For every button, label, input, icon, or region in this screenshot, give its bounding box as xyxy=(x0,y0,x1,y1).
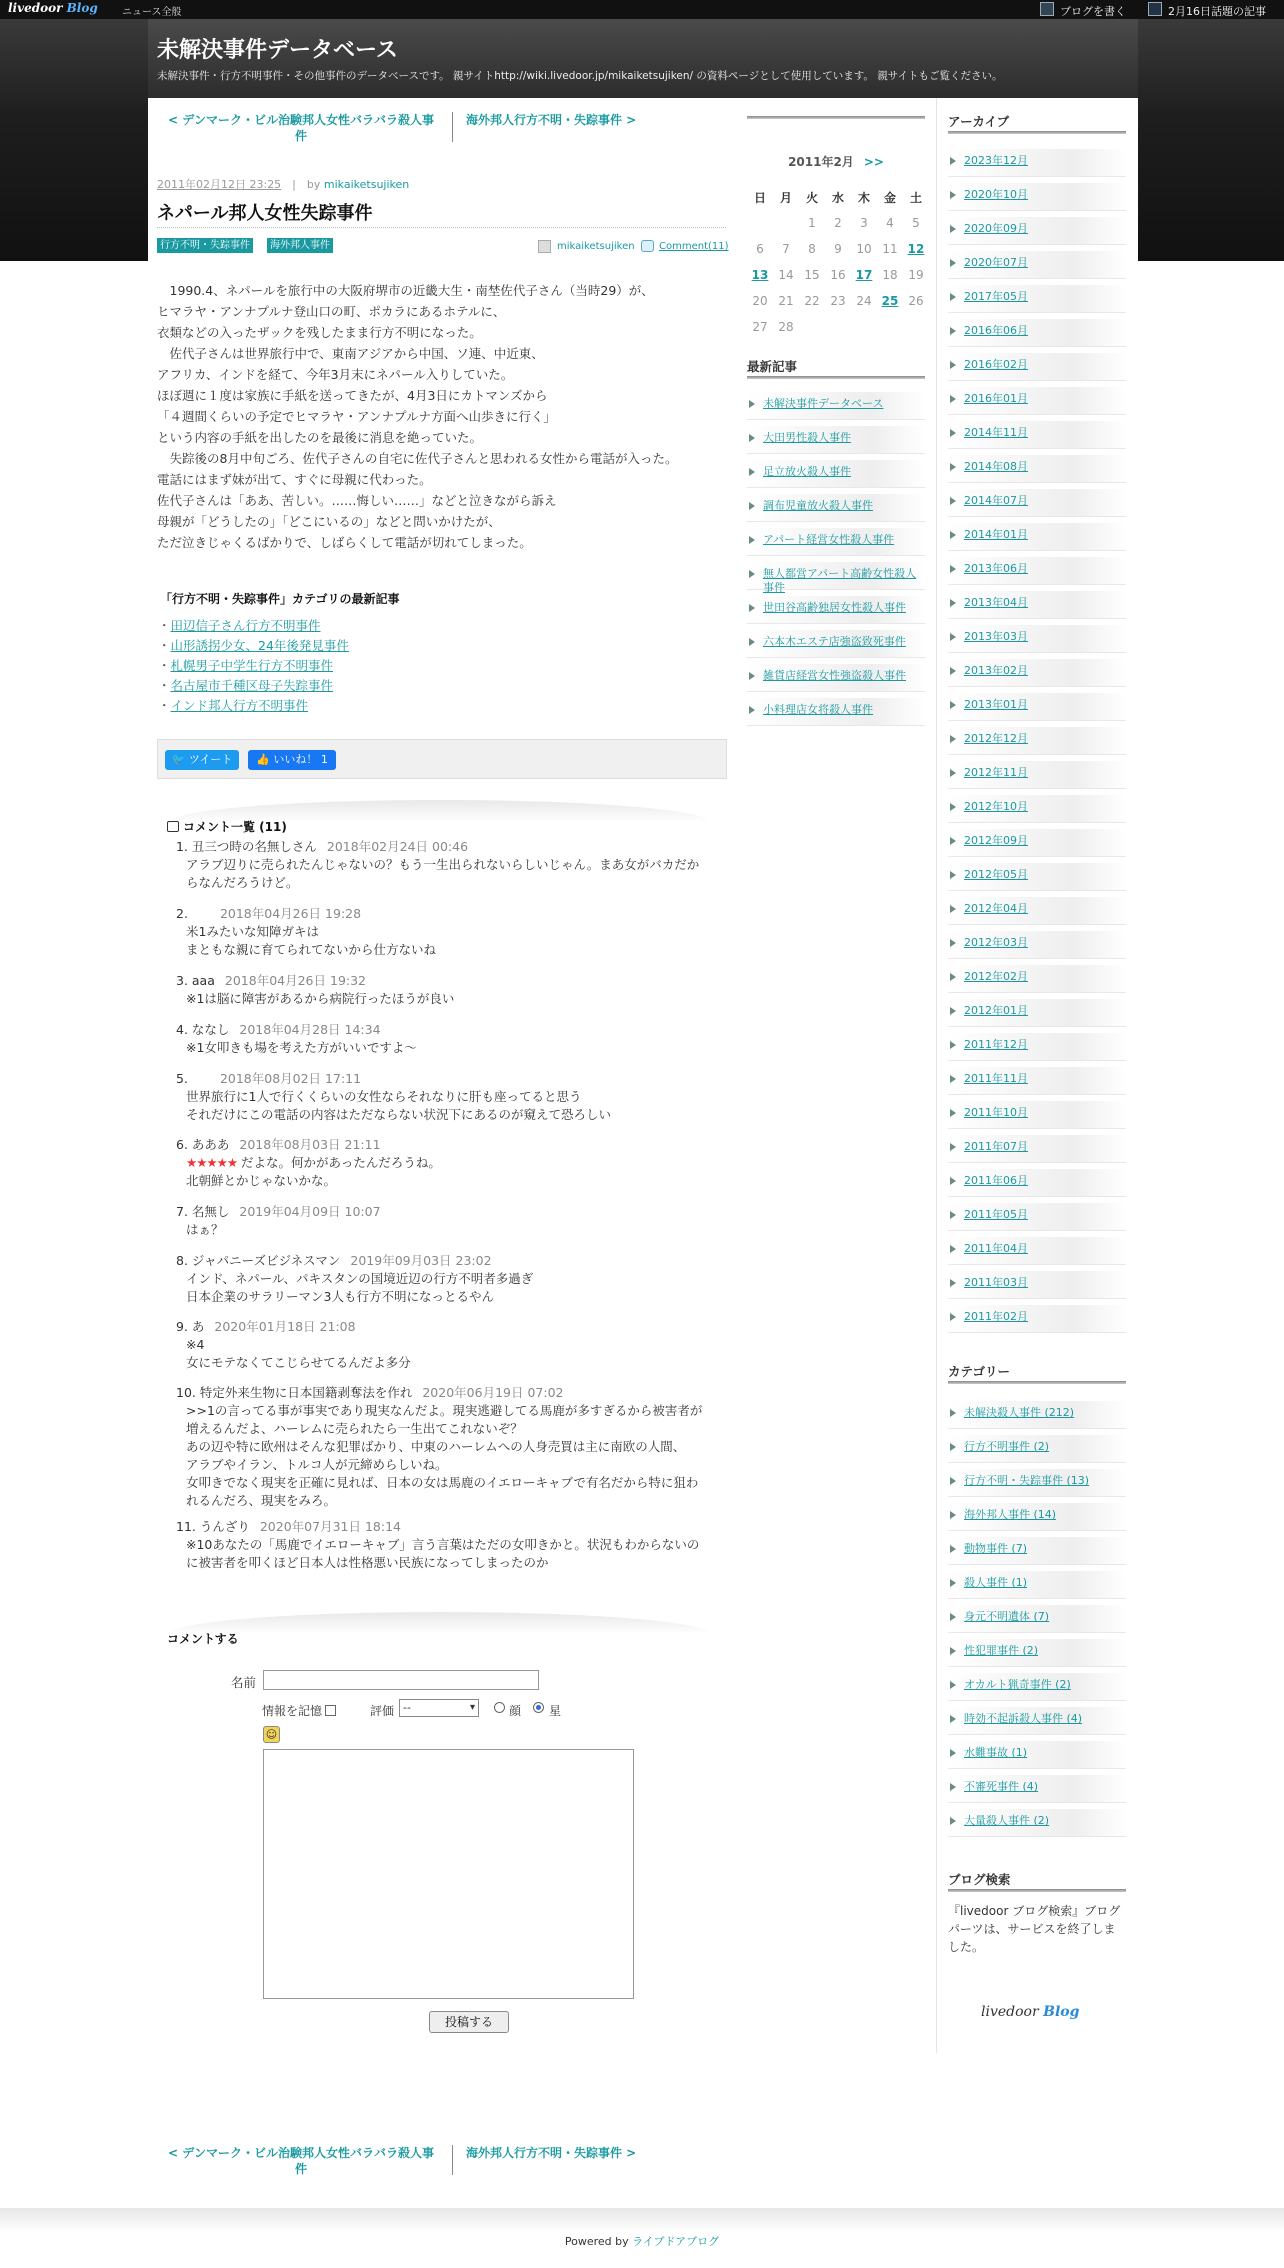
comment-text: 増えるんだよ、ハーレムに売られたら一生出てこれないぞ？ xyxy=(186,1421,523,1436)
radio-star[interactable] xyxy=(533,1702,544,1713)
category-link[interactable]: 行方不明・失踪事件 (13) xyxy=(948,1474,1126,1488)
next-post-link[interactable]: 海外邦人行方不明・失踪事件 > xyxy=(466,113,637,127)
archive-month-link[interactable]: 2013年03月 xyxy=(948,630,1126,644)
calendar-day: 27 xyxy=(752,320,768,334)
by-label: by xyxy=(306,178,321,191)
list-item xyxy=(162,616,349,636)
prev-post-link[interactable]: < デンマーク・ビル治験邦人女性バラバラ殺人事件 xyxy=(168,2146,434,2176)
category-link[interactable]: 大量殺人事件 (2) xyxy=(948,1814,1126,1828)
calendar-day: 19 xyxy=(908,268,924,282)
calendar-day: 22 xyxy=(804,294,820,308)
thumbs-up-icon: 👍 xyxy=(256,753,270,766)
archive-month-link[interactable]: 2017年05月 xyxy=(948,290,1126,304)
livedoor-blog-link[interactable]: ライブドアブログ xyxy=(632,2235,720,2248)
calendar-weekday-row xyxy=(747,184,929,210)
calendar-day: 5 xyxy=(912,216,920,230)
body-line: 母親が「どうしたの」「どこにいるの」などと問いかけたが、 xyxy=(157,514,501,529)
related-posts-title: 「行方不明・失踪事件」カテゴリの最新記事 xyxy=(160,592,400,606)
body-line: ほぼ週に１度は家族に手紙を送ってきたが、4月3日にカトマンズから xyxy=(157,388,548,403)
comment-author: 7. 名無し xyxy=(176,1204,230,1219)
name-label: 名前 xyxy=(231,1675,257,1690)
archive-month-link[interactable]: 2012年09月 xyxy=(948,834,1126,848)
calendar-day: 16 xyxy=(830,268,846,282)
powered-prefix: Powered by xyxy=(564,2235,629,2248)
radio-face[interactable] xyxy=(494,1702,505,1713)
comment-date: 2018年04月28日 14:34 xyxy=(239,1022,381,1037)
post-author-link[interactable]: mikaiketsujiken xyxy=(323,178,410,191)
weekday: 日 xyxy=(753,190,766,205)
news-link[interactable]: ニュース全般 xyxy=(122,7,182,18)
comment-date: 2019年04月09日 10:07 xyxy=(239,1204,381,1219)
calendar-title xyxy=(747,153,925,170)
comment-text: あの辺や特に欧州はそんな犯罪ばかり、中東のハーレムへの人身売買は主に南欧の人間、 xyxy=(186,1439,686,1454)
archive-month-link[interactable]: 2012年04月 xyxy=(948,902,1126,916)
calendar-day: 1 xyxy=(808,216,816,230)
comment-author: 8. ジャパニーズビジネスマン xyxy=(176,1253,341,1268)
archive-month-link[interactable]: 2016年06月 xyxy=(948,324,1126,338)
comment-date: 2018年08月02日 17:11 xyxy=(219,1071,362,1086)
body-line: 失踪後の8月中旬ごろ、佐代子さんの自宅に佐代子さんと思われる女性から電話が入った。 xyxy=(157,451,678,466)
powered-by xyxy=(0,2233,1284,2249)
calendar-day: 15 xyxy=(804,268,820,282)
category-link[interactable]: 身元不明遺体 (7) xyxy=(948,1610,1126,1624)
blog-search-rule xyxy=(948,1889,1126,1892)
category-link[interactable]: オカルト猟奇事件 (2) xyxy=(948,1678,1126,1692)
comment-item xyxy=(176,1252,726,1306)
comment-form-title: コメントする xyxy=(167,1632,239,1646)
comment-text: に被害者を叩くほど日本人は性格悪い民族になってしまったのか xyxy=(186,1555,549,1570)
calendar-day-link[interactable]: 12 xyxy=(907,242,925,256)
recent-post-link[interactable]: 調布児童放火殺人事件 xyxy=(747,499,925,513)
archive-month-link[interactable]: 2011年04月 xyxy=(948,1242,1126,1256)
archive-month-link[interactable]: 2016年02月 xyxy=(948,358,1126,372)
archive-month-link[interactable]: 2012年03月 xyxy=(948,936,1126,950)
comment-text: それだけにこの電話の内容はただならない状況下にあるのが窺えて恐ろしい xyxy=(186,1107,612,1122)
list-item xyxy=(162,696,349,716)
comment-item xyxy=(176,1136,726,1190)
comment-date: 2020年06月19日 07:02 xyxy=(422,1385,564,1400)
related-post-link[interactable]: 札幌男子中学生行方不明事件 xyxy=(170,658,334,673)
recent-post-link[interactable]: 小料理店女将殺人事件 xyxy=(747,703,925,717)
archive-month-link[interactable]: 2011年10月 xyxy=(948,1106,1126,1120)
related-posts-list xyxy=(162,616,349,716)
archive-month-link[interactable]: 2012年12月 xyxy=(948,732,1126,746)
comment-item xyxy=(176,972,726,1008)
category-link[interactable]: 不審死事件 (4) xyxy=(948,1780,1126,1794)
body-line: 「４週間くらいの予定でヒマラヤ・アンナプルナ方面へ山歩きに行く」 xyxy=(157,409,557,424)
like-button[interactable] xyxy=(248,750,336,770)
archive-month-link[interactable]: 2011年03月 xyxy=(948,1276,1126,1290)
recent-post-link[interactable]: 未解決事件データベース xyxy=(747,397,925,411)
comment-text: 女にモテなくてこじらせてるんだよ多分 xyxy=(186,1355,411,1370)
post-body xyxy=(157,280,727,553)
top-bar xyxy=(0,0,1284,19)
logo-text: livedoor xyxy=(981,2004,1039,2020)
calendar-top-rule xyxy=(747,116,925,119)
tweet-button[interactable] xyxy=(165,750,239,770)
weekday: 金 xyxy=(883,190,896,205)
recent-post-link[interactable]: 六本木エステ店強盗致死事件 xyxy=(747,635,925,649)
archive-month-link[interactable]: 2011年07月 xyxy=(948,1140,1126,1154)
logo-suffix: Blog xyxy=(66,1,98,15)
calendar-week xyxy=(747,236,929,262)
body-line: 佐代子さんは世界旅行中で、東南アジアから中国、ソ連、中近東、 xyxy=(157,346,544,361)
archive-month-link[interactable]: 2014年01月 xyxy=(948,528,1126,542)
post-date: 2011年02月12日 23:25 xyxy=(157,178,282,191)
comment-date: 2018年04月26日 19:28 xyxy=(219,906,362,921)
archive-month-link[interactable]: 2011年05月 xyxy=(948,1208,1126,1222)
comment-text: 米1みたいな知障ガキは xyxy=(186,924,319,939)
comment-item xyxy=(176,1203,726,1239)
list-item xyxy=(162,676,349,696)
trending-articles-link[interactable]: 2月16日話題の記事 xyxy=(1168,5,1266,18)
comments-heading xyxy=(167,818,287,835)
related-post-link[interactable]: 山形誘拐少女、24年後発見事件 xyxy=(170,638,349,653)
comment-text: アラブ辺りに売られたんじゃないの？もう一生出られないらしいじゃん。まあ女がバカだか xyxy=(186,857,700,872)
author-icon xyxy=(538,240,551,253)
archive-month-link[interactable]: 2016年01月 xyxy=(948,392,1126,406)
recent-post-link[interactable]: 足立放火殺人事件 xyxy=(747,465,925,479)
archive-month-link[interactable]: 2020年07月 xyxy=(948,256,1126,270)
comment-text: 女叩きでなく現実を正確に見れば、日本の女は馬鹿のイエローキャブで有名だから特に狙わ xyxy=(186,1475,699,1490)
calendar-day xyxy=(825,314,851,340)
post-meta: 2011年02月12日 23:25 | by mikaiketsujiken xyxy=(157,178,410,191)
comment-icon xyxy=(641,240,654,252)
tag-missing[interactable]: 行方不明・失踪事件 xyxy=(157,238,253,253)
calendar-day: 23 xyxy=(830,294,846,308)
comment-item xyxy=(176,1070,726,1124)
post-title: ネパール邦人女性失踪事件 xyxy=(157,203,373,224)
tag-overseas[interactable]: 海外邦人事件 xyxy=(267,238,333,253)
tweet-label: ツイート xyxy=(188,753,233,766)
body-line: 1990.4、ネパールを旅行中の大阪府堺市の近畿大生・南埜佐代子さん（当時29）が、 xyxy=(157,283,654,298)
related-post-link[interactable]: 名古屋市千種区母子失踪事件 xyxy=(170,678,334,693)
pen-icon xyxy=(1040,2,1054,16)
rating-select[interactable] xyxy=(399,1699,479,1717)
remember-checkbox[interactable] xyxy=(325,1705,336,1716)
weekday: 木 xyxy=(857,190,870,205)
calendar-day-link[interactable]: 17 xyxy=(855,268,873,282)
calendar-day-link[interactable]: 25 xyxy=(881,294,899,308)
comment-author: 6. あああ xyxy=(176,1137,230,1152)
calendar-week xyxy=(747,314,929,340)
pager-bottom xyxy=(166,2145,686,2177)
weekday: 水 xyxy=(831,190,844,205)
archive-month-link[interactable]: 2013年06月 xyxy=(948,562,1126,576)
body-line: 衣類などの入ったザックを残したまま行方不明になった。 xyxy=(157,325,482,340)
comment-text: ※4 xyxy=(186,1337,205,1352)
share-bar xyxy=(157,739,727,779)
comment-item xyxy=(176,838,726,892)
calendar-day xyxy=(799,314,825,340)
comment-author: 4. ななし xyxy=(176,1022,230,1037)
body-line: という内容の手紙を出したのを最後に消息を絶っていた。 xyxy=(157,430,483,445)
archive-month-link[interactable]: 2014年08月 xyxy=(948,460,1126,474)
calendar-next-link[interactable]: >> xyxy=(863,155,884,169)
write-blog-link[interactable]: ブログを書く xyxy=(1060,5,1126,18)
archive-month-link[interactable]: 2014年11月 xyxy=(948,426,1126,440)
weekday: 月 xyxy=(779,190,792,205)
archive-title: アーカイブ xyxy=(948,114,1010,129)
archive-month-link[interactable]: 2012年02月 xyxy=(948,970,1126,984)
comment-author: 5. xyxy=(176,1071,188,1086)
archive-rule xyxy=(948,131,1126,134)
body-line: アフリカ、インドを経て、今年3月末にネパール入りしていた。 xyxy=(157,367,514,382)
comment-text: ※10あなたの「馬鹿でイエローキャブ」言う言葉はただの女叩きかと。状況もわからないの xyxy=(186,1537,700,1552)
calendar-day: 20 xyxy=(752,294,768,308)
body-line: 電話にはまず妹が出て、すぐに母親に代わった。 xyxy=(157,472,432,487)
comment-author: 1. 丑三つ時の名無しさん xyxy=(176,839,317,854)
category-link[interactable]: 時効不起訴殺人事件 (4) xyxy=(948,1712,1126,1726)
archive-month-link[interactable]: 2012年05月 xyxy=(948,868,1126,882)
livedoor-blog-logo[interactable] xyxy=(8,1,104,18)
radio-face-label: 顔 xyxy=(509,1704,522,1718)
body-line: 佐代子さんは「ああ、苦しい。……悔しい……」などと泣きながら訴え xyxy=(157,493,557,508)
column-divider xyxy=(936,98,937,2053)
archive-month-link[interactable]: 2013年02月 xyxy=(948,664,1126,678)
calendar-day xyxy=(851,314,877,340)
archive-month-link[interactable]: 2012年11月 xyxy=(948,766,1126,780)
comment-item xyxy=(176,1384,726,1510)
recent-posts-rule xyxy=(747,376,925,379)
comment-text: はぁ？ xyxy=(186,1222,224,1237)
calendar-day: 3 xyxy=(860,216,868,230)
site-description: 未解決事件・行方不明事件・その他事件のデータベースです。 親サイトhttp://wiki.livedoor.jp/mikaiketsujiken/ の資料ページとして使用しています。 親サイトもご覧ください。 xyxy=(157,70,1003,82)
comment-date: 2018年08月03日 21:11 xyxy=(239,1137,381,1152)
archive-month-link[interactable]: 2011年11月 xyxy=(948,1072,1126,1086)
calendar-day: 6 xyxy=(756,242,764,256)
logo-text: livedoor xyxy=(8,1,63,15)
comment-author: 10. 特定外来生物に日本国籍剥奪法を作れ xyxy=(176,1385,413,1400)
site-title[interactable]: 未解決事件データベース xyxy=(157,38,398,63)
calendar-day: 7 xyxy=(782,242,790,256)
archive-month-link[interactable]: 2020年10月 xyxy=(948,188,1126,202)
comment-text: インド、ネパール、パキスタンの国境近辺の行方不明者多過ぎ xyxy=(186,1271,534,1286)
comment-author: 9. あ xyxy=(176,1319,205,1334)
calendar-icon xyxy=(1148,2,1162,16)
calendar-day: 14 xyxy=(778,268,794,282)
archive-month-link[interactable]: 2020年09月 xyxy=(948,222,1126,236)
calendar-week xyxy=(747,210,929,236)
weekday: 火 xyxy=(805,190,818,205)
calendar-day: 8 xyxy=(808,242,816,256)
calendar-day-link[interactable]: 13 xyxy=(751,268,769,282)
calendar-table xyxy=(747,184,929,340)
calendar-day: 2 xyxy=(834,216,842,230)
comment-author: 2. xyxy=(176,906,188,921)
calendar-day: 28 xyxy=(778,320,794,334)
category-link[interactable]: 性犯罪事件 (2) xyxy=(948,1644,1126,1658)
archive-month-link[interactable]: 2013年01月 xyxy=(948,698,1126,712)
title-divider xyxy=(157,227,726,228)
comment-text: らなんだろうけど。 xyxy=(186,875,299,890)
rating-label: 評価 xyxy=(370,1704,395,1718)
radio-star-label: 星 xyxy=(549,1704,562,1718)
calendar-week xyxy=(747,288,929,314)
rating-stars-icon: ★★★★★ xyxy=(186,1155,238,1170)
related-post-link[interactable]: インド邦人行方不明事件 xyxy=(170,698,309,713)
comment-item xyxy=(176,1318,726,1372)
prev-post-link[interactable]: < デンマーク・ビル治験邦人女性バラバラ殺人事件 xyxy=(168,113,434,143)
list-item xyxy=(162,656,349,676)
livedoor-blog-footer-logo[interactable] xyxy=(981,2004,1079,2020)
comment-author: 3. aaa xyxy=(176,973,215,988)
recent-post-link[interactable]: 世田谷高齢独居女性殺人事件 xyxy=(747,601,925,615)
comment-text: アラブやイラン、トルコ人が元締めらしいね。 xyxy=(186,1457,448,1472)
submit-button[interactable]: 投稿する xyxy=(429,2011,509,2033)
calendar-month: 2011年2月 xyxy=(788,155,854,169)
emoji-picker-icon[interactable]: ☺ xyxy=(263,1726,280,1743)
archive-month-link[interactable]: 2012年01月 xyxy=(948,1004,1126,1018)
twitter-icon: 🐦 xyxy=(171,753,186,766)
logo-suffix: Blog xyxy=(1043,2004,1080,2020)
recent-post-link[interactable]: 大田男性殺人事件 xyxy=(747,431,925,445)
calendar-day: 21 xyxy=(778,294,794,308)
calendar-day: 4 xyxy=(886,216,894,230)
recent-posts-title: 最新記事 xyxy=(747,359,798,374)
categories-rule xyxy=(948,1381,1126,1384)
archive-month-link[interactable]: 2014年07月 xyxy=(948,494,1126,508)
comment-text: 世界旅行に1人で行くくらいの女性ならそれなりに肝も座ってると思う xyxy=(186,1089,582,1104)
comment-item xyxy=(176,1021,726,1057)
category-link[interactable]: 行方不明事件 (2) xyxy=(948,1440,1126,1454)
author-link[interactable]: mikaiketsujiken xyxy=(557,241,635,252)
calendar-day: 26 xyxy=(908,294,924,308)
calendar-day xyxy=(773,210,799,236)
comment-date: 2019年09月03日 23:02 xyxy=(350,1253,492,1268)
comment-count-link[interactable]: Comment(11) xyxy=(659,241,729,252)
blog-search-title: ブログ検索 xyxy=(948,1872,1011,1887)
like-label: いいね！ 1 xyxy=(273,753,328,766)
comment-text: 北朝鮮とかじゃないかな。 xyxy=(186,1173,337,1188)
list-item xyxy=(162,636,349,656)
comment-date: 2020年01月18日 21:08 xyxy=(214,1319,356,1334)
name-input[interactable] xyxy=(263,1670,539,1690)
calendar-day: 18 xyxy=(882,268,898,282)
comment-text: だよな。何かがあったんだろうね。 xyxy=(241,1155,441,1170)
comment-text: ※1は脳に障害があるから病院行ったほうが良い xyxy=(186,991,455,1006)
comment-text: >>1の言ってる事が事実であり現実なんだよ。現実逃避してる馬鹿が多すぎるから被害者が xyxy=(186,1403,703,1418)
archive-month-link[interactable]: 2013年04月 xyxy=(948,596,1126,610)
calendar-day: 24 xyxy=(856,294,872,308)
pager-top xyxy=(166,112,686,144)
pager-divider xyxy=(452,2145,453,2175)
blog-search-notice: 『livedoor ブログ検索』ブログパーツは、サービスを終了しました。 xyxy=(948,1904,1121,1954)
body-line: ヒマラヤ・アンナプルナ登山口の町、ポカラにあるホテルに、 xyxy=(157,304,506,319)
calendar-day: 9 xyxy=(834,242,842,256)
category-link[interactable]: 水難事故 (1) xyxy=(948,1746,1126,1760)
remember-label: 情報を記憶 xyxy=(262,1704,323,1718)
comment-date: 2018年02月24日 00:46 xyxy=(326,839,469,854)
category-link[interactable]: 未解決殺人事件 (212) xyxy=(948,1406,1126,1420)
related-post-link[interactable]: 田辺信子さん行方不明事件 xyxy=(170,618,321,633)
next-post-link[interactable]: 海外邦人行方不明・失踪事件 > xyxy=(466,2146,637,2160)
comment-text: ※1女叩きも場を考えた方がいいですよ～ xyxy=(186,1040,417,1055)
archive-month-link[interactable]: 2011年06月 xyxy=(948,1174,1126,1188)
recent-post-link[interactable]: アパート経営女性殺人事件 xyxy=(747,533,925,547)
comment-textarea[interactable] xyxy=(263,1749,634,1999)
recent-post-link[interactable]: 雑貨店経営女性強盗殺人事件 xyxy=(747,669,925,683)
comment-text: まともな親に育てられてないから仕方ないね xyxy=(186,942,437,957)
calendar-day: 11 xyxy=(882,242,898,256)
recent-post-link[interactable]: 無人都営アパート高齢女性殺人事件 xyxy=(747,567,925,595)
archive-month-link[interactable]: 2023年12月 xyxy=(948,154,1126,168)
calendar-week xyxy=(747,262,929,288)
weekday: 土 xyxy=(909,190,922,205)
comment-bubble-icon xyxy=(167,821,179,832)
body-line: ただ泣きじゃくるばかりで、しばらくして電話が切れてしまった。 xyxy=(157,535,532,550)
category-link[interactable]: 殺人事件 (1) xyxy=(948,1576,1126,1590)
calendar-day xyxy=(903,314,929,340)
comments-title: コメント一覧 (11) xyxy=(183,820,287,834)
category-link[interactable]: 動物事件 (7) xyxy=(948,1542,1126,1556)
comment-text: れるんだろ、現実をみろ。 xyxy=(186,1493,337,1508)
archive-month-link[interactable]: 2012年10月 xyxy=(948,800,1126,814)
calendar-day xyxy=(747,210,773,236)
rating-select-value: -- xyxy=(403,1701,411,1714)
categories-title: カテゴリー xyxy=(948,1364,1011,1379)
pager-divider xyxy=(452,112,453,142)
archive-month-link[interactable]: 2011年02月 xyxy=(948,1310,1126,1324)
comment-item xyxy=(176,1518,726,1572)
remember-option xyxy=(262,1702,336,1719)
comment-author: 11. うんざり xyxy=(176,1519,250,1534)
comment-date: 2020年07月31日 18:14 xyxy=(259,1519,401,1534)
category-link[interactable]: 海外邦人事件 (14) xyxy=(948,1508,1126,1522)
comment-date: 2018年04月26日 19:32 xyxy=(224,973,367,988)
calendar-day: 10 xyxy=(856,242,872,256)
comment-item xyxy=(176,905,726,959)
comment-text: 日本企業のサラリーマン3人も行方不明になっとるやん xyxy=(186,1289,494,1304)
archive-month-link[interactable]: 2011年12月 xyxy=(948,1038,1126,1052)
calendar-day xyxy=(877,314,903,340)
